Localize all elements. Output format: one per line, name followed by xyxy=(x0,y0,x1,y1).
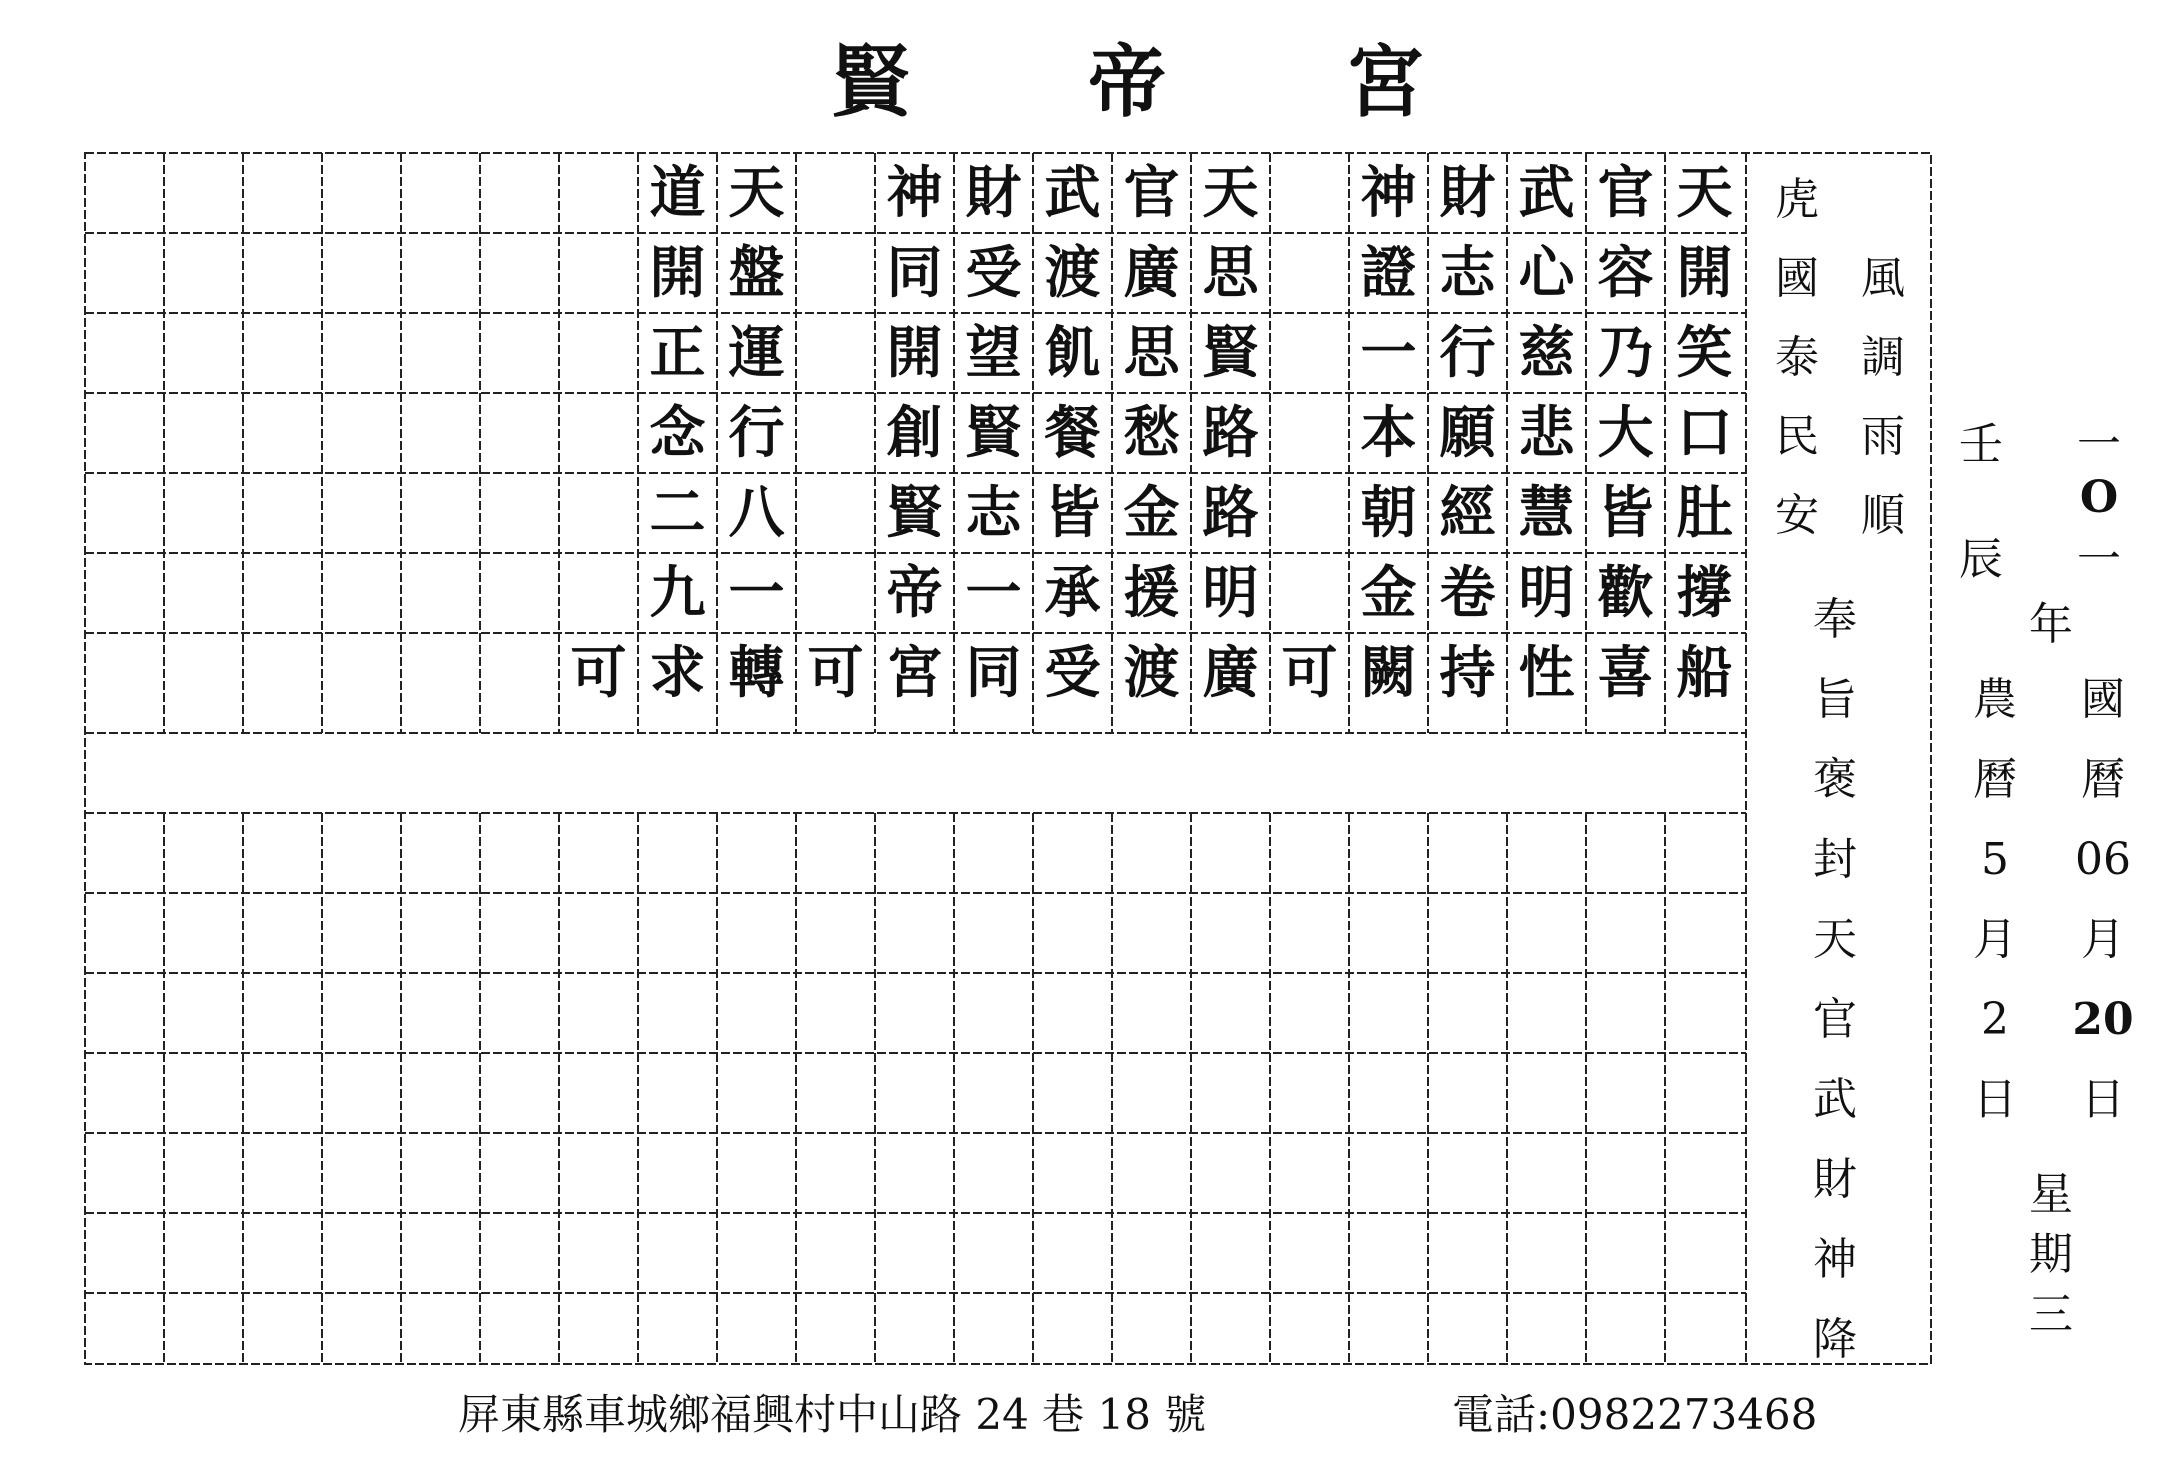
greg-month-unit: 月 xyxy=(2081,914,2125,965)
poem-char: 開 xyxy=(649,240,706,306)
temple-phone: 電話:0982273468 xyxy=(1452,1390,1818,1439)
poem-char: 二 xyxy=(649,480,706,546)
poem-char: 卷 xyxy=(1439,560,1496,626)
weekday-1: 星 xyxy=(2029,1169,2073,1220)
poem-char: 賢 xyxy=(965,400,1022,466)
poem-char: 口 xyxy=(1676,400,1733,466)
poem-char: 廣 xyxy=(1202,640,1259,706)
poem-char: 求 xyxy=(649,640,706,706)
lunar-day-unit: 日 xyxy=(1973,1074,2017,1125)
poem-char: 廣 xyxy=(1123,240,1180,306)
decree-char: 旨 xyxy=(1813,674,1857,725)
lunar-month: 5 xyxy=(1981,834,2009,885)
poem-char: 路 xyxy=(1202,400,1259,466)
decree-char: 官 xyxy=(1813,994,1857,1045)
poem-char: 行 xyxy=(728,400,785,466)
poem-char: 運 xyxy=(728,320,785,386)
greg-year-1: 一 xyxy=(2077,419,2121,470)
decree-char: 武 xyxy=(1813,1074,1857,1125)
poem-char: 盤 xyxy=(728,240,785,306)
title-char-1: 賢 xyxy=(832,37,911,128)
motto-char: 泰 xyxy=(1775,332,1819,383)
poem-char: 同 xyxy=(965,640,1022,706)
poem-char: 念 xyxy=(649,400,706,466)
poem-char: 明 xyxy=(1518,560,1575,626)
poem-char: 財 xyxy=(965,160,1022,226)
poem-char: 可 xyxy=(1281,640,1338,706)
poem-char: 望 xyxy=(965,320,1022,386)
greg-year-unit: 年 xyxy=(2029,599,2073,650)
motto-char: 安 xyxy=(1775,490,1819,541)
poem-char: 歡 xyxy=(1597,560,1654,626)
poem-char: 悲 xyxy=(1518,400,1575,466)
poem-char: 開 xyxy=(886,320,943,386)
motto-char: 風 xyxy=(1861,253,1905,304)
poem-char: 宮 xyxy=(886,640,943,706)
poem-char: 性 xyxy=(1518,640,1575,706)
poem-char: 明 xyxy=(1202,560,1259,626)
poem-char: 帝 xyxy=(886,560,943,626)
poem-char: 賢 xyxy=(886,480,943,546)
poem-char: 道 xyxy=(649,160,706,226)
poem-char: 天 xyxy=(1676,160,1733,226)
poem-char: 行 xyxy=(1439,320,1496,386)
poem-char: 喜 xyxy=(1597,640,1654,706)
poem-char: 可 xyxy=(570,640,627,706)
poem-char: 路 xyxy=(1202,480,1259,546)
motto-char: 民 xyxy=(1775,411,1819,462)
decree-char: 封 xyxy=(1813,834,1857,885)
lunar-label-2: 曆 xyxy=(1973,754,2017,805)
poem-char: 官 xyxy=(1123,160,1180,226)
motto-char: 順 xyxy=(1861,490,1905,541)
poem-char: 志 xyxy=(965,480,1022,546)
greg-day: 20 xyxy=(2072,994,2134,1045)
temple-address: 屏東縣車城鄉福興村中山路 24 巷 18 號 xyxy=(458,1390,1207,1439)
decree-char: 財 xyxy=(1813,1154,1857,1205)
poem-char: 皆 xyxy=(1597,480,1654,546)
poem-char: 官 xyxy=(1597,160,1654,226)
lunar-day: 2 xyxy=(1981,994,2009,1045)
poem-char: 受 xyxy=(965,240,1022,306)
poem-char: 餐 xyxy=(1044,400,1101,466)
poem-char: 可 xyxy=(807,640,864,706)
greg-month: 06 xyxy=(2075,834,2131,885)
greg-label-1: 國 xyxy=(2081,674,2125,725)
poem-char: 經 xyxy=(1439,480,1496,546)
title-char-3: 宮 xyxy=(1346,37,1425,128)
poem-char: 渡 xyxy=(1123,640,1180,706)
poem-char: 九 xyxy=(649,560,706,626)
poem-char: 本 xyxy=(1360,400,1417,466)
motto-char: 雨 xyxy=(1861,411,1905,462)
poem-char: 慧 xyxy=(1518,480,1575,546)
poem-char: 撐 xyxy=(1676,560,1733,626)
title-char-2: 帝 xyxy=(1088,37,1167,128)
poem-char: 武 xyxy=(1044,160,1101,226)
motto-char: 調 xyxy=(1861,332,1905,383)
poem-char: 八 xyxy=(728,480,785,546)
poem-char: 渡 xyxy=(1044,240,1101,306)
poem-char: 金 xyxy=(1360,560,1417,626)
poem-char: 財 xyxy=(1439,160,1496,226)
poem-char: 肚 xyxy=(1676,480,1733,546)
decree-char: 奉 xyxy=(1813,594,1857,645)
poem-char: 金 xyxy=(1123,480,1180,546)
poem-char: 神 xyxy=(1360,160,1417,226)
poem-char: 願 xyxy=(1439,400,1496,466)
poem-char: 受 xyxy=(1044,640,1101,706)
decree-char: 褒 xyxy=(1813,754,1857,805)
decree-char: 天 xyxy=(1813,914,1857,965)
decree-char: 降 xyxy=(1813,1314,1857,1365)
poem-char: 愁 xyxy=(1123,400,1180,466)
poem-char: 天 xyxy=(728,160,785,226)
poem-char: 同 xyxy=(886,240,943,306)
poem-char: 神 xyxy=(886,160,943,226)
greg-year-3: 一 xyxy=(2077,534,2121,585)
greg-year-2: O xyxy=(2079,472,2119,523)
motto-char: 虎 xyxy=(1775,174,1819,225)
poem-char: 持 xyxy=(1439,640,1496,706)
poem-char: 乃 xyxy=(1597,320,1654,386)
lunar-month-unit: 月 xyxy=(1973,914,2017,965)
poem-char: 轉 xyxy=(728,640,785,706)
weekday-2: 期 xyxy=(2029,1229,2073,1280)
poem-char: 闕 xyxy=(1360,640,1417,706)
motto-char: 國 xyxy=(1775,253,1819,304)
greg-day-unit: 日 xyxy=(2081,1074,2125,1125)
poem-char: 朝 xyxy=(1360,480,1417,546)
poem-char: 天 xyxy=(1202,160,1259,226)
greg-label-2: 曆 xyxy=(2081,754,2125,805)
poem-char: 笑 xyxy=(1676,320,1733,386)
poem-char: 創 xyxy=(886,400,943,466)
poem-char: 思 xyxy=(1123,320,1180,386)
poem-char: 援 xyxy=(1123,560,1180,626)
ganzhi-2: 辰 xyxy=(1959,534,2003,585)
poem-char: 大 xyxy=(1597,400,1654,466)
poem-char: 皆 xyxy=(1044,480,1101,546)
decree-char: 神 xyxy=(1813,1234,1857,1285)
poem-char: 正 xyxy=(649,320,706,386)
ganzhi-1: 壬 xyxy=(1959,419,2003,470)
poem-char: 一 xyxy=(1360,320,1417,386)
poem-char: 一 xyxy=(965,560,1022,626)
poem-char: 飢 xyxy=(1044,320,1101,386)
weekday-3: 三 xyxy=(2029,1289,2073,1340)
poem-char: 慈 xyxy=(1518,320,1575,386)
poem-char: 思 xyxy=(1202,240,1259,306)
lunar-label-1: 農 xyxy=(1973,674,2017,725)
poem-char: 賢 xyxy=(1202,320,1259,386)
poem-char: 開 xyxy=(1676,240,1733,306)
poem-char: 證 xyxy=(1360,240,1417,306)
poem-char: 承 xyxy=(1044,560,1101,626)
poem-char: 心 xyxy=(1518,240,1575,306)
poem-char: 一 xyxy=(728,560,785,626)
poem-char: 武 xyxy=(1518,160,1575,226)
poem-char: 容 xyxy=(1597,240,1654,306)
poem-char: 船 xyxy=(1676,640,1733,706)
poem-char: 志 xyxy=(1439,240,1496,306)
